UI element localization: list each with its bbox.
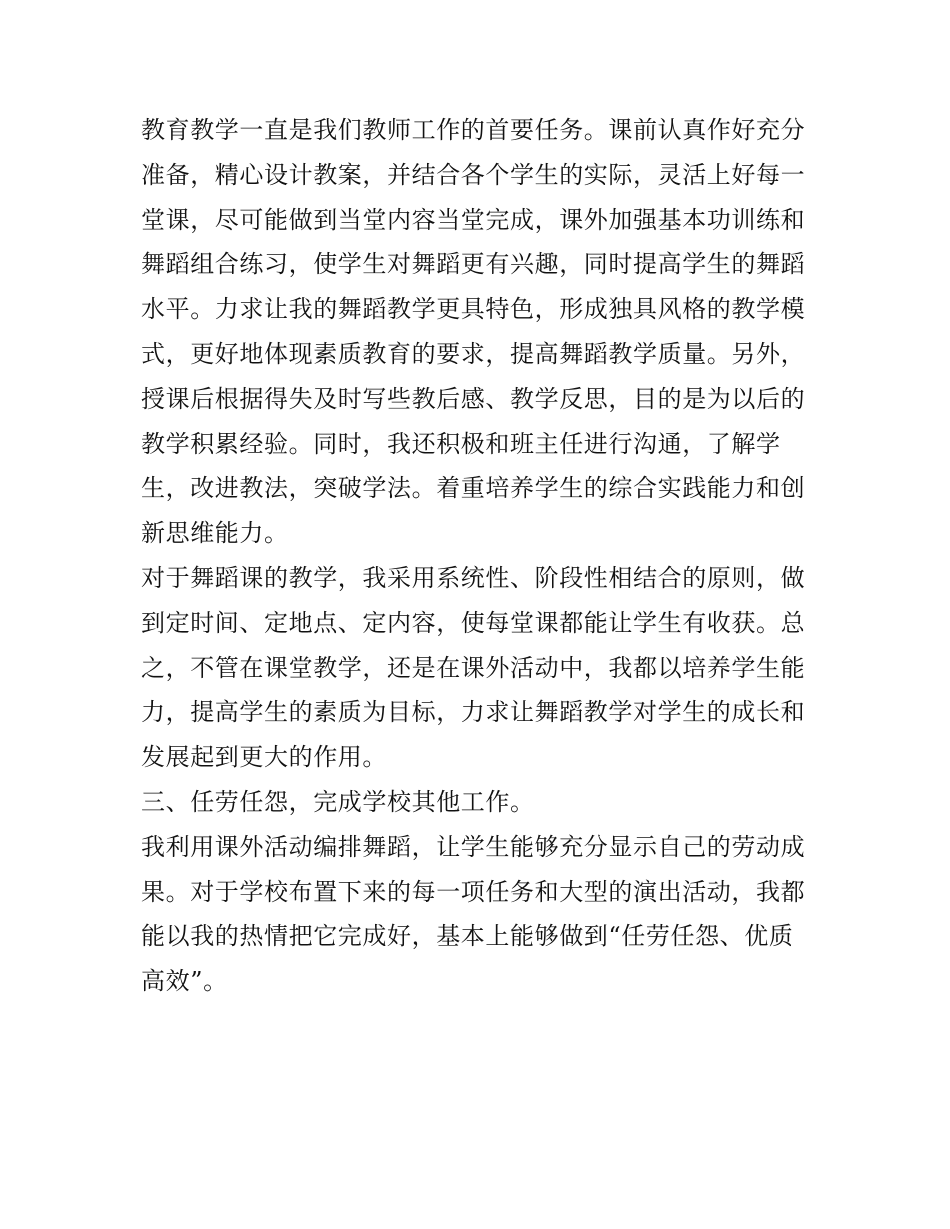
text-line: 水平。力求让我的舞蹈教学更具特色，形成独具风格的教学模: [141, 295, 806, 324]
text-line: 对于舞蹈课的教学，我采用系统性、阶段性相结合的原则，做: [141, 563, 806, 592]
text-line: 果。对于学校布置下来的每一项任务和大型的演出活动，我都: [141, 877, 806, 906]
text-line: 式，更好地体现素质教育的要求，提高舞蹈教学质量。另外，: [141, 339, 806, 368]
text-line: 教育教学一直是我们教师工作的首要任务。课前认真作好充分: [141, 116, 806, 144]
text-line: 能以我的热情把它完成好，基本上能够做到“任劳任怨、优质: [141, 922, 794, 951]
text-line: 舞蹈组合练习，使学生对舞蹈更有兴趣，同时提高学生的舞蹈: [141, 250, 806, 279]
text-line: 之，不管在课堂教学，还是在课外活动中，我都以培养学生能: [141, 653, 806, 682]
text-line: 我利用课外活动编排舞蹈，让学生能够充分显示自己的劳动成: [141, 832, 806, 861]
text-line: 高效”。: [141, 967, 228, 996]
text-line: 堂课，尽可能做到当堂内容当堂完成，课外加强基本功训练和: [141, 205, 806, 234]
text-line: 生，改进教法，突破学法。着重培养学生的综合实践能力和创: [141, 474, 806, 503]
text-line: 教学积累经验。同时，我还积极和班主任进行沟通，了解学: [141, 429, 781, 458]
text-line: 力，提高学生的素质为目标，力求让舞蹈教学对学生的成长和: [141, 698, 806, 727]
text-line: 新思维能力。: [141, 519, 289, 548]
section-heading: 三、任劳任怨，完成学校其他工作。: [141, 787, 535, 816]
text-line: 到定时间、定地点、定内容，使每堂课都能让学生有收获。总: [141, 608, 806, 637]
text-line: 发展起到更大的作用。: [141, 743, 387, 772]
text-line: 准备，精心设计教案，并结合各个学生的实际，灵活上好每一: [141, 160, 806, 189]
document-body: [141, 108, 813, 1004]
text-line: 授课后根据得失及时写些教后感、教学反思，目的是为以后的: [141, 384, 806, 413]
